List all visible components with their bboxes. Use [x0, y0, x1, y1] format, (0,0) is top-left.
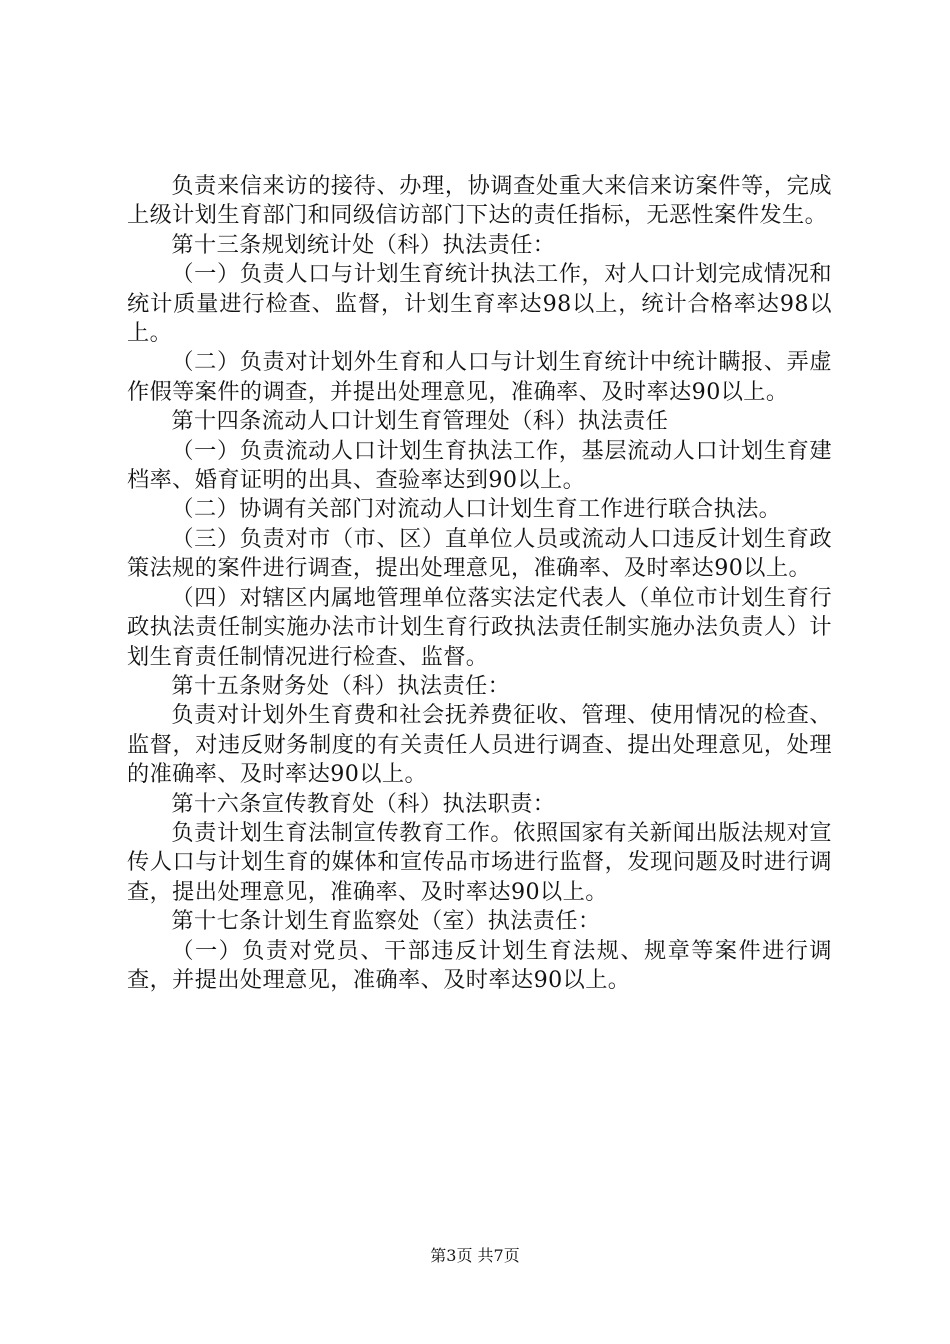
paragraph: （四）对辖区内属地管理单位落实法定代表人（单位市计划生育行政执法责任制实施办法市计划生育行政执法责任制实施办法负责人）计划生育责任制情况进行检查、监督。 [127, 584, 832, 670]
paragraph: 负责计划生育法制宣传教育工作。依照国家有关新闻出版法规对宣传人口与计划生育的媒体和宣传品市场进行监督，发现问题及时进行调查，提出处理意见，准确率、及时率达90以上。 [127, 819, 832, 905]
paragraph: （三）负责对市（市、区）直单位人员或流动人口违反计划生育政策法规的案件进行调查，提出处理意见，准确率、及时率达90以上。 [127, 525, 832, 582]
document-body [127, 172, 832, 995]
article-heading: 第十五条财务处（科）执法责任： [171, 672, 511, 699]
article-heading: 第十四条流动人口计划生育管理处（科）执法责任 [171, 408, 669, 435]
paragraph: （一）负责人口与计划生育统计执法工作，对人口计划完成情况和统计质量进行检查、监督，计划生育率达98以上，统计合格率达98以上。 [127, 261, 832, 347]
article-heading: 第十七条计划生育监察处（室）执法责任： [171, 908, 601, 935]
paragraph: 负责对计划外生育费和社会抚养费征收、管理、使用情况的检查、监督，对违反财务制度的有关责任人员进行调查、提出处理意见，处理的准确率、及时率达90以上。 [127, 702, 832, 788]
article-heading: 第十六条宣传教育处（科）执法职责： [171, 790, 556, 817]
paragraph: （一）负责流动人口计划生育执法工作，基层流动人口计划生育建档率、婚育证明的出具、查验率达到90以上。 [127, 437, 832, 494]
article-heading: 第十三条规划统计处（科）执法责任： [171, 231, 556, 258]
paragraph: （二）协调有关部门对流动人口计划生育工作进行联合执法。 [171, 496, 782, 523]
paragraph: 负责来信来访的接待、办理，协调查处重大来信来访案件等，完成上级计划生育部门和同级信访部门下达的责任指标，无恶性案件发生。 [127, 173, 832, 229]
paragraph: （一）负责对党员、干部违反计划生育法规、规章等案件进行调查，并提出处理意见，准确率、及时率达90以上。 [127, 937, 832, 993]
page-number-footer: 第3页 共7页 [430, 1246, 520, 1265]
paragraph: （二）负责对计划外生育和人口与计划生育统计中统计瞒报、弄虚作假等案件的调查，并提出处理意见，准确率、及时率达90以上。 [127, 349, 832, 405]
